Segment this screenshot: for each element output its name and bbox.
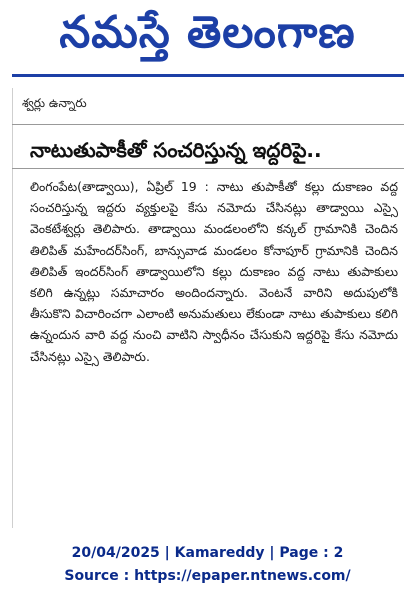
footer-source-link[interactable]: Source : https://epaper.ntnews.com/ xyxy=(64,568,351,584)
headline-bottom-rule xyxy=(12,168,404,169)
masthead-title: నమస్తే తెలంగాణ xyxy=(59,7,356,58)
footer-date-edition: 20/04/2025 | Kamareddy | Page : 2 xyxy=(71,545,344,561)
headline-top-rule xyxy=(12,124,404,125)
article-body: లింగంపేట(తాడ్వాయి), ఏప్రిల్ 19 : నాటు తుపాకీతో కల్లు దుకాణం వద్ద సంచరిస్తున్న ఇద్దరు వ్యక్తులపై కేసు నమోదు చేసినట్లు తాడ్వాయి ఎస్సై వెంకటేశ్వర్లు తెలిపారు. తాడ్వాయి మండలంలోని కన్కల్ గ్రామానికి చెందిన తిలిపిత్ మహేందర్‌సింగ్, బాన్సువాడ మండలం కోనాపూర్ గ్రామానికి చెందిన తిలిపిత్ ఇందర్‌సింగ్ తాడ్వాయిలోని కల్లు దుకాణం వద్ద నాటు తుపాకులు కలిగి ఉన్నట్లు సమాచారం అందిందన్నారు. వెంటనే వారిని అదుపులోకి తీసుకొని విచారించగా ఎలాంటి అనుమతులు లేకుండా నాటు తుపాకులు కలిగి ఉన్నందున వారి వద్ద నుంచి వాటిని స్వాధీనం చేసుకుని ఇద్దరిపై కేసు నమోదు చేసినట్లు ఎస్సై తెలిపారు. xyxy=(30,179,398,364)
masthead-divider xyxy=(12,74,404,77)
article-headline: నాటుతుపాకీతో సంచరిస్తున్న ఇద్దరిపై.. xyxy=(30,138,322,162)
masthead-logo xyxy=(10,6,405,70)
previous-article-continuation: శ్వర్లు ఉన్నారు xyxy=(22,96,87,110)
